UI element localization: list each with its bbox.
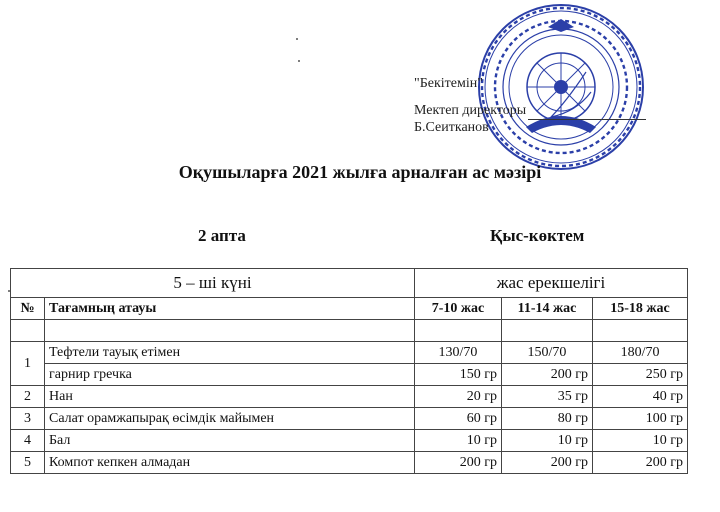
table-row: [11, 342, 688, 364]
official-seal-stamp: [466, 2, 656, 172]
portion-7-10: 60 гр: [415, 408, 502, 430]
table-row: [11, 386, 688, 408]
col-number-header: №: [11, 298, 45, 320]
portion-11-14: 10 гр: [502, 430, 593, 452]
age-header: жас ерекшелігі: [415, 269, 688, 298]
col-name-header: Тағамның атауы: [45, 298, 415, 320]
dish-name: Нан: [45, 386, 415, 408]
portion-15-18: 100 гр: [593, 408, 688, 430]
row-number: 2: [11, 386, 45, 408]
col-age-15-18: 15-18 жас: [593, 298, 688, 320]
table-row: [11, 430, 688, 452]
row-number: 5: [11, 452, 45, 474]
portion-11-14: 35 гр: [502, 386, 593, 408]
portion-15-18: 250 гр: [593, 364, 688, 386]
dish-name: Салат орамжапырақ өсімдік майымен: [45, 408, 415, 430]
dish-name: Компот кепкен алмадан: [45, 452, 415, 474]
week-label: 2 апта: [198, 226, 246, 245]
table-row: [11, 408, 688, 430]
season-label: Қыс-көктем: [490, 226, 585, 245]
scan-speck: [296, 38, 298, 40]
portion-7-10: 130/70: [415, 342, 502, 364]
portion-7-10: 10 гр: [415, 430, 502, 452]
portion-11-14: 200 гр: [502, 364, 593, 386]
day-header: 5 – ші күні: [11, 269, 415, 298]
dish-name: Бал: [45, 430, 415, 452]
approval-name: Б.Сеитканов: [414, 120, 489, 135]
portion-7-10: 150 гр: [415, 364, 502, 386]
approval-title: "Бекітемін": [414, 76, 483, 91]
portion-15-18: 40 гр: [593, 386, 688, 408]
table-spacer-row: [11, 320, 688, 342]
dish-name: Тефтели тауық етімен: [45, 342, 415, 364]
dish-name: гарнир гречка: [45, 364, 415, 386]
portion-15-18: 180/70: [593, 342, 688, 364]
signature-line: [528, 103, 646, 120]
portion-7-10: 200 гр: [415, 452, 502, 474]
portion-11-14: 80 гр: [502, 408, 593, 430]
row-number: 3: [11, 408, 45, 430]
row-number: 1: [11, 342, 45, 386]
approval-line: [414, 103, 714, 136]
col-age-7-10: 7-10 жас: [415, 298, 502, 320]
portion-11-14: 200 гр: [502, 452, 593, 474]
portion-7-10: 20 гр: [415, 386, 502, 408]
approval-role: Мектеп директоры: [414, 103, 527, 118]
portion-15-18: 10 гр: [593, 430, 688, 452]
menu-table: [10, 268, 688, 474]
col-age-11-14: 11-14 жас: [502, 298, 593, 320]
document-title: Оқушыларға 2021 жылға арналған ас мәзірі: [178, 162, 542, 182]
portion-11-14: 150/70: [502, 342, 593, 364]
portion-15-18: 200 гр: [593, 452, 688, 474]
scan-speck: [298, 60, 300, 62]
table-row: [11, 364, 688, 386]
table-row: [11, 452, 688, 474]
row-number: 4: [11, 430, 45, 452]
